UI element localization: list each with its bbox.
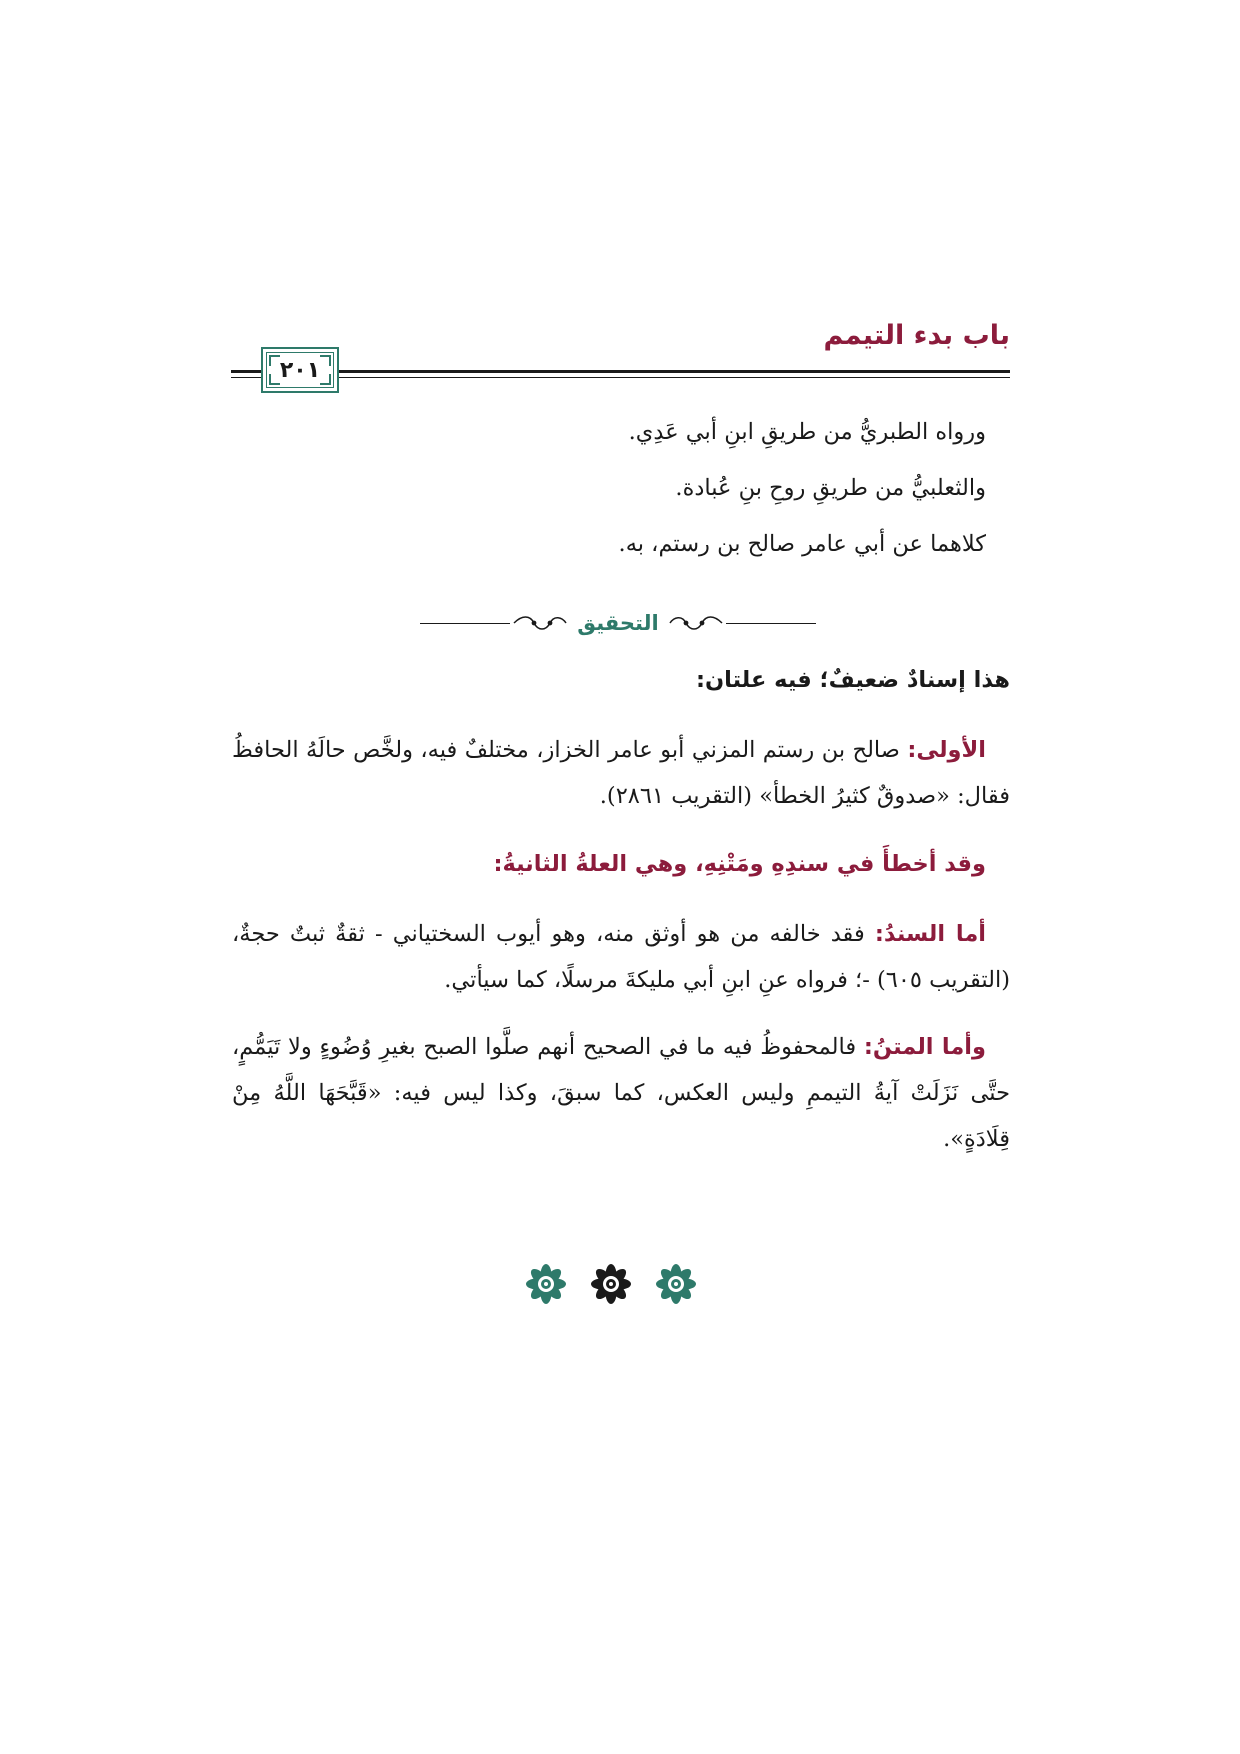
second-defect-text: وقد أخطأَ في سندِهِ ومَتْنِهِ، وهي العلةُ الثانيةُ: [493, 851, 986, 877]
first-defect-text: صالح بن رستم المزني أبو عامر الخزاز، مختلفٌ فيه، ولخَّص حالَهُ الحافظُ فقال: «صدوقٌ كثيرُ الخطأ» (التقريب ٢٨٦١). [232, 737, 1010, 809]
header-rule-thin [231, 377, 1010, 378]
isnad-label: أما السندُ: [874, 921, 986, 947]
intro-paragraph [232, 657, 1010, 703]
section-heading: التحقيق [577, 611, 659, 635]
matn-label: وأما المتنُ: [863, 1034, 986, 1060]
header-rule-thick [231, 370, 1010, 373]
chapter-title: باب بدء التيمم [823, 320, 1010, 351]
source-line: ورواه الطبريُّ من طريقِ ابنِ أبي عَدِي. [628, 419, 986, 445]
end-ornaments [524, 1262, 698, 1306]
intro-heading: هذا إسنادٌ ضعيفٌ؛ فيه علتان: [695, 667, 1010, 693]
matn-paragraph [232, 1024, 1010, 1162]
source-line: كلاهما عن أبي عامر صالح بن رستم، به. [618, 531, 986, 557]
first-defect-label: الأولى: [907, 737, 986, 763]
source-line: والثعلبيُّ من طريقِ روحِ بنِ عُبادة. [675, 475, 986, 501]
second-defect-heading [232, 841, 1010, 887]
section-divider [420, 608, 816, 638]
flower-ornament-icon [589, 1262, 633, 1306]
running-header [231, 316, 1010, 390]
flower-ornament-icon [524, 1262, 568, 1306]
page-number-frame-icon [261, 347, 339, 393]
source-list [232, 409, 1010, 567]
first-defect-paragraph [232, 727, 1010, 819]
isnad-paragraph [232, 911, 1010, 1003]
isnad-text: فقد خالفه من هو أوثق منه، وهو أيوب السختياني - ثقةٌ ثبتٌ حجةٌ، (التقريب ٦٠٥) -؛ فرواه عنِ ابنِ أبي مليكةَ مرسلًا، كما سيأتي. [232, 921, 1010, 993]
divider-ornament-icon [512, 613, 568, 633]
divider-ornament-icon [668, 613, 724, 633]
flower-ornament-icon [654, 1262, 698, 1306]
page-number: ٢٠١ [279, 357, 321, 383]
matn-text: فالمحفوظُ فيه ما في الصحيح أنهم صلَّوا الصبح بغيرِ وُضُوءٍ ولا تَيَمُّمٍ، حتَّى نَزَلَتْ آيةُ التيممِ وليس العكس، كما سبقَ، وكذا ليس فيه: «قَبَّحَهَا اللَّهُ مِنْ قِلَادَةٍ». [232, 1034, 1010, 1152]
